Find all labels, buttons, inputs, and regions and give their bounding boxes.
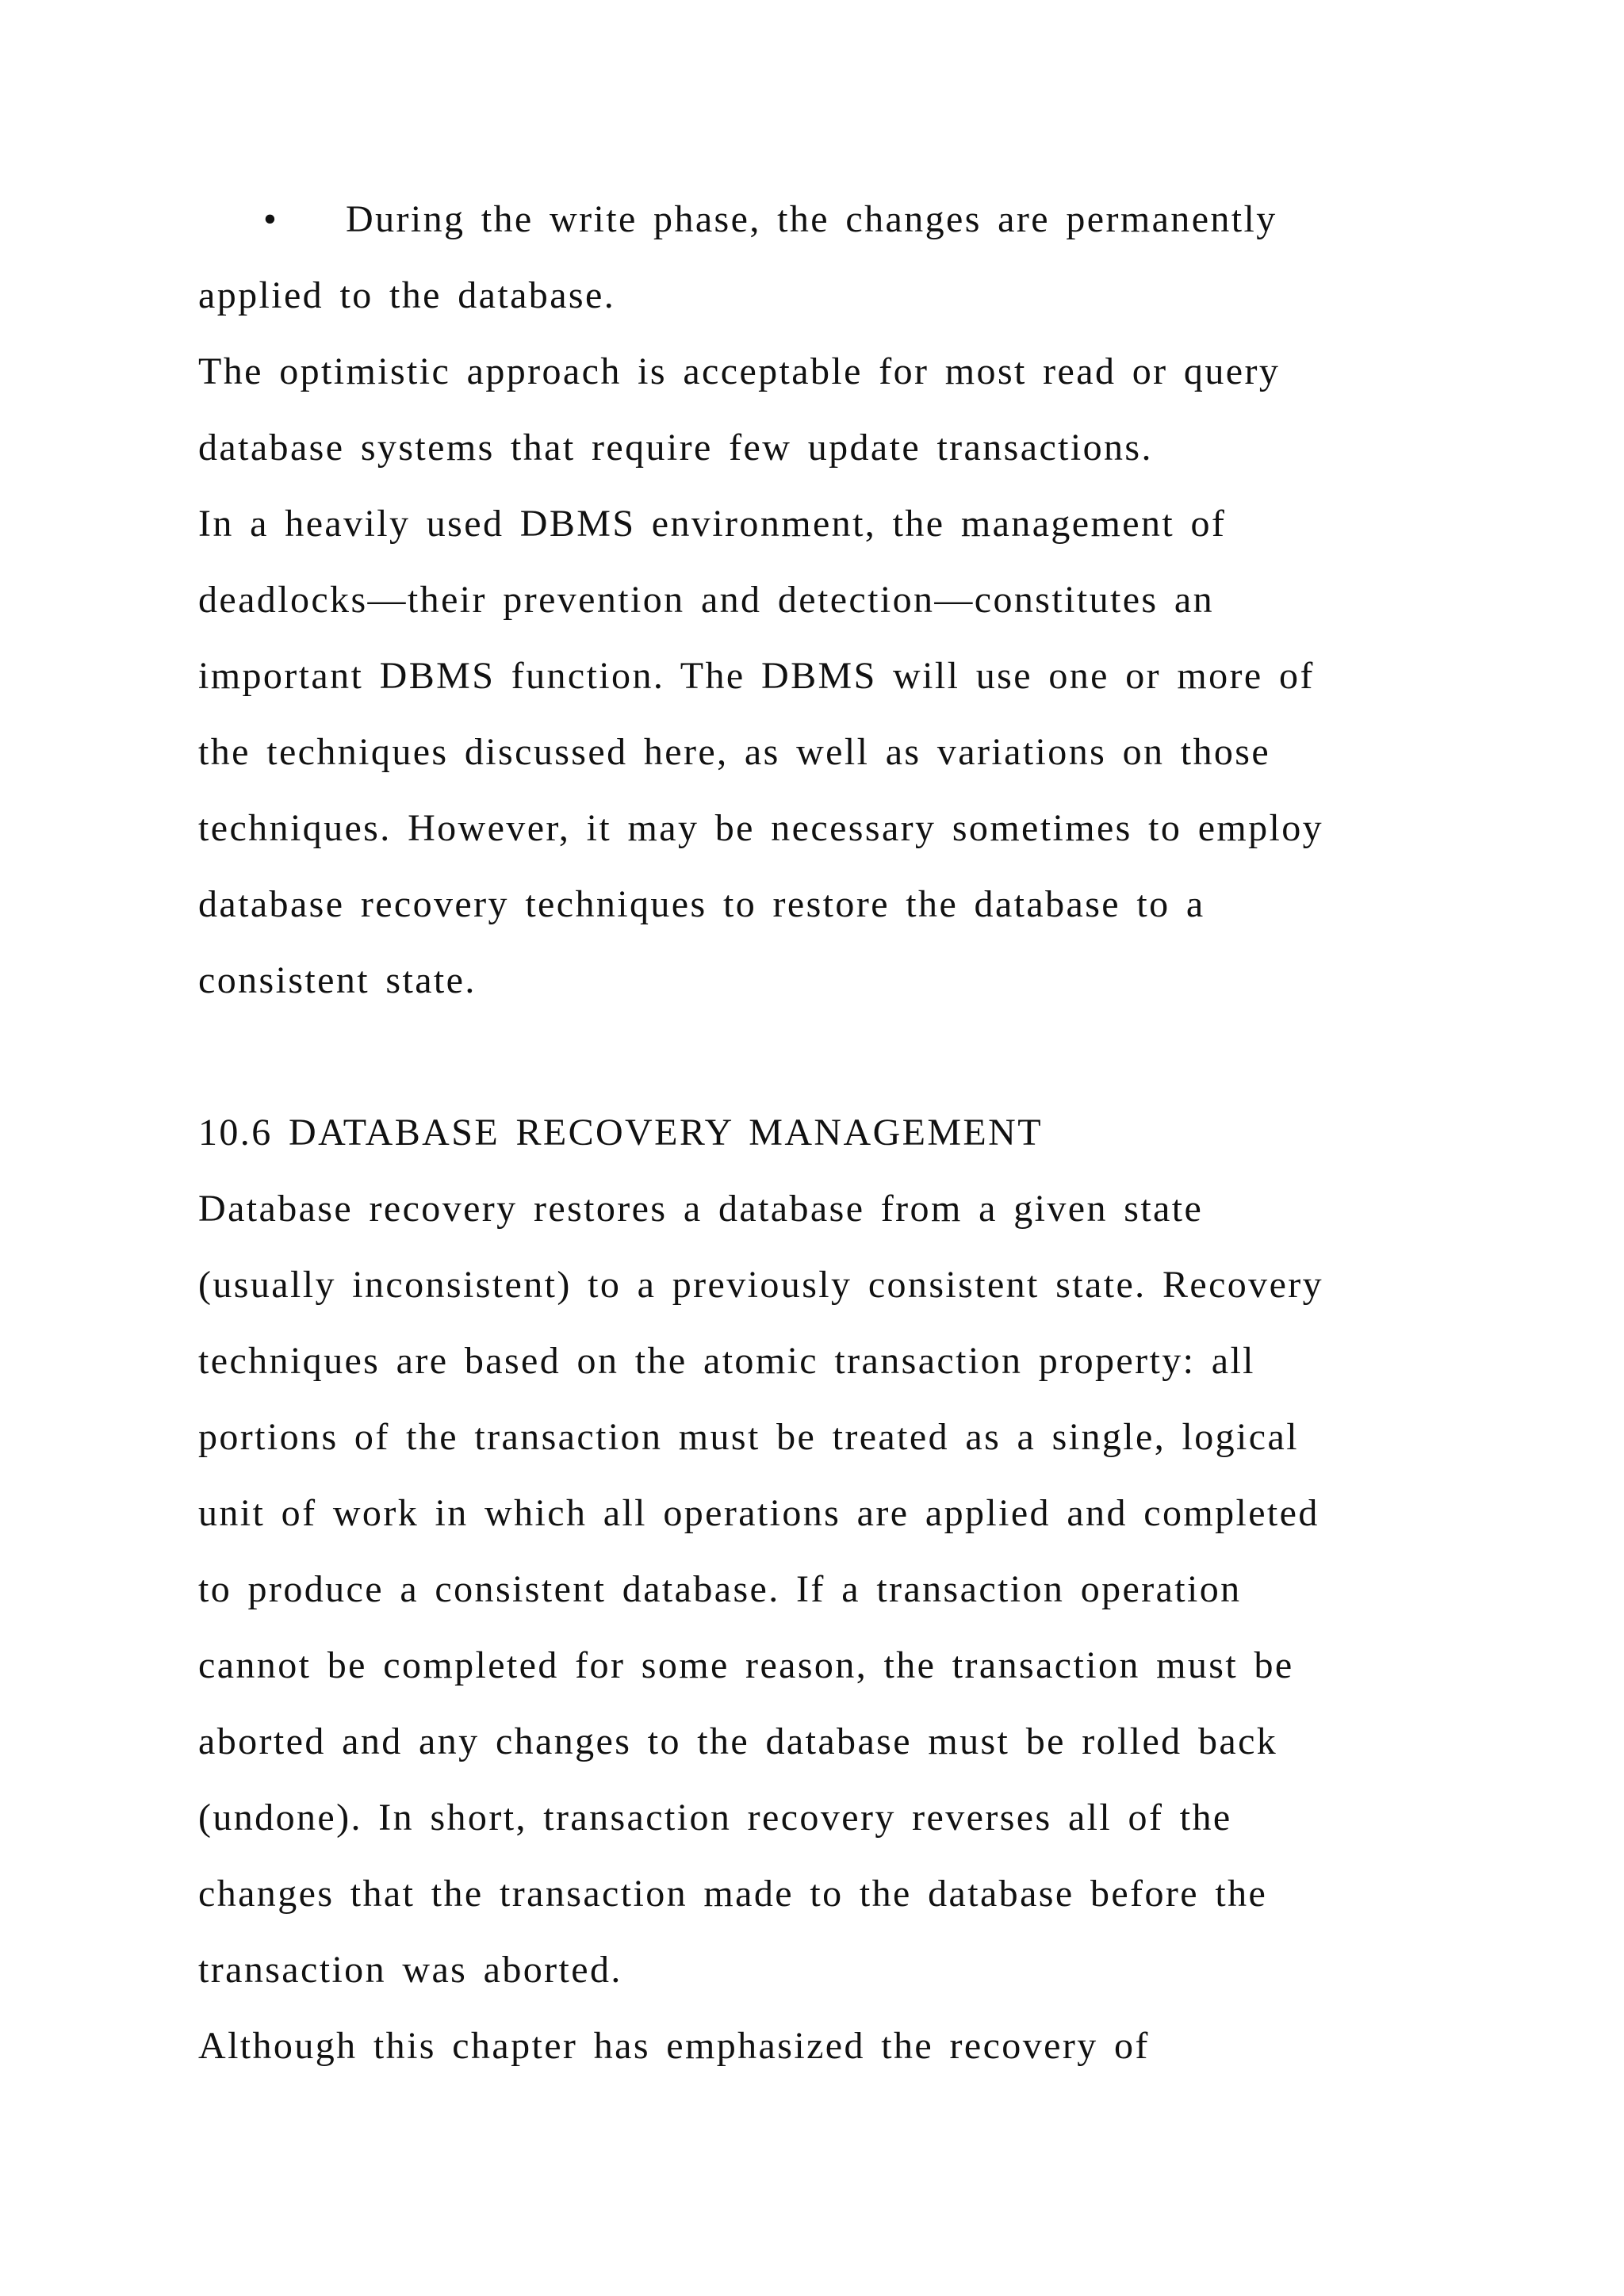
bullet-icon: •	[263, 198, 279, 240]
section-spacer	[198, 1032, 1507, 1108]
text-line: aborted and any changes to the database must be rolled back	[198, 1720, 1278, 1762]
text-line: unit of work in which all operations are applied and completed	[198, 1492, 1320, 1534]
text-line: Although this chapter has emphasized the recovery of	[198, 2025, 1150, 2067]
text-line: techniques. However, it may be necessary sometimes to employ	[198, 807, 1324, 849]
text-line: deadlocks—their prevention and detection—constitutes an	[198, 579, 1214, 621]
text-line: The optimistic approach is acceptable for most read or query	[198, 350, 1281, 392]
bullet-text: During the write phase, the changes are permanently	[346, 198, 1277, 240]
text-line: the techniques discussed here, as well as variations on those	[198, 731, 1271, 773]
bullet-continuation: applied to the database.	[198, 274, 616, 316]
text-line: database recovery techniques to restore the database to a	[198, 883, 1205, 925]
paragraph-recovery	[198, 1184, 1507, 2022]
text-line: Database recovery restores a database from a given state	[198, 1188, 1204, 1230]
text-line: (usually inconsistent) to a previously consistent state. Recovery	[198, 1264, 1324, 1306]
text-line: cannot be completed for some reason, the transaction must be	[198, 1644, 1294, 1686]
text-line: portions of the transaction must be treated as a single, logical	[198, 1416, 1299, 1458]
text-line: (undone). In short, transaction recovery reverses all of the	[198, 1797, 1232, 1839]
text-line: to produce a consistent database. If a transaction operation	[198, 1568, 1242, 1610]
text-line: changes that the transaction made to the database before the	[198, 1873, 1268, 1915]
body-text	[198, 195, 1507, 2098]
bullet-item	[198, 195, 1507, 271]
section-heading: 10.6 DATABASE RECOVERY MANAGEMENT	[198, 1112, 1043, 1154]
text-line: transaction was aborted.	[198, 1949, 622, 1991]
text-line: techniques are based on the atomic transaction property: all	[198, 1340, 1255, 1382]
text-line: consistent state.	[198, 959, 477, 1001]
paragraph-deadlock	[198, 499, 1507, 1032]
text-line: database systems that require few update transactions.	[198, 427, 1153, 469]
paragraph-although	[198, 2022, 1507, 2098]
paragraph-optimistic	[198, 347, 1507, 499]
text-line: In a heavily used DBMS environment, the management of	[198, 503, 1227, 545]
text-line: important DBMS function. The DBMS will use one or more of	[198, 655, 1315, 697]
